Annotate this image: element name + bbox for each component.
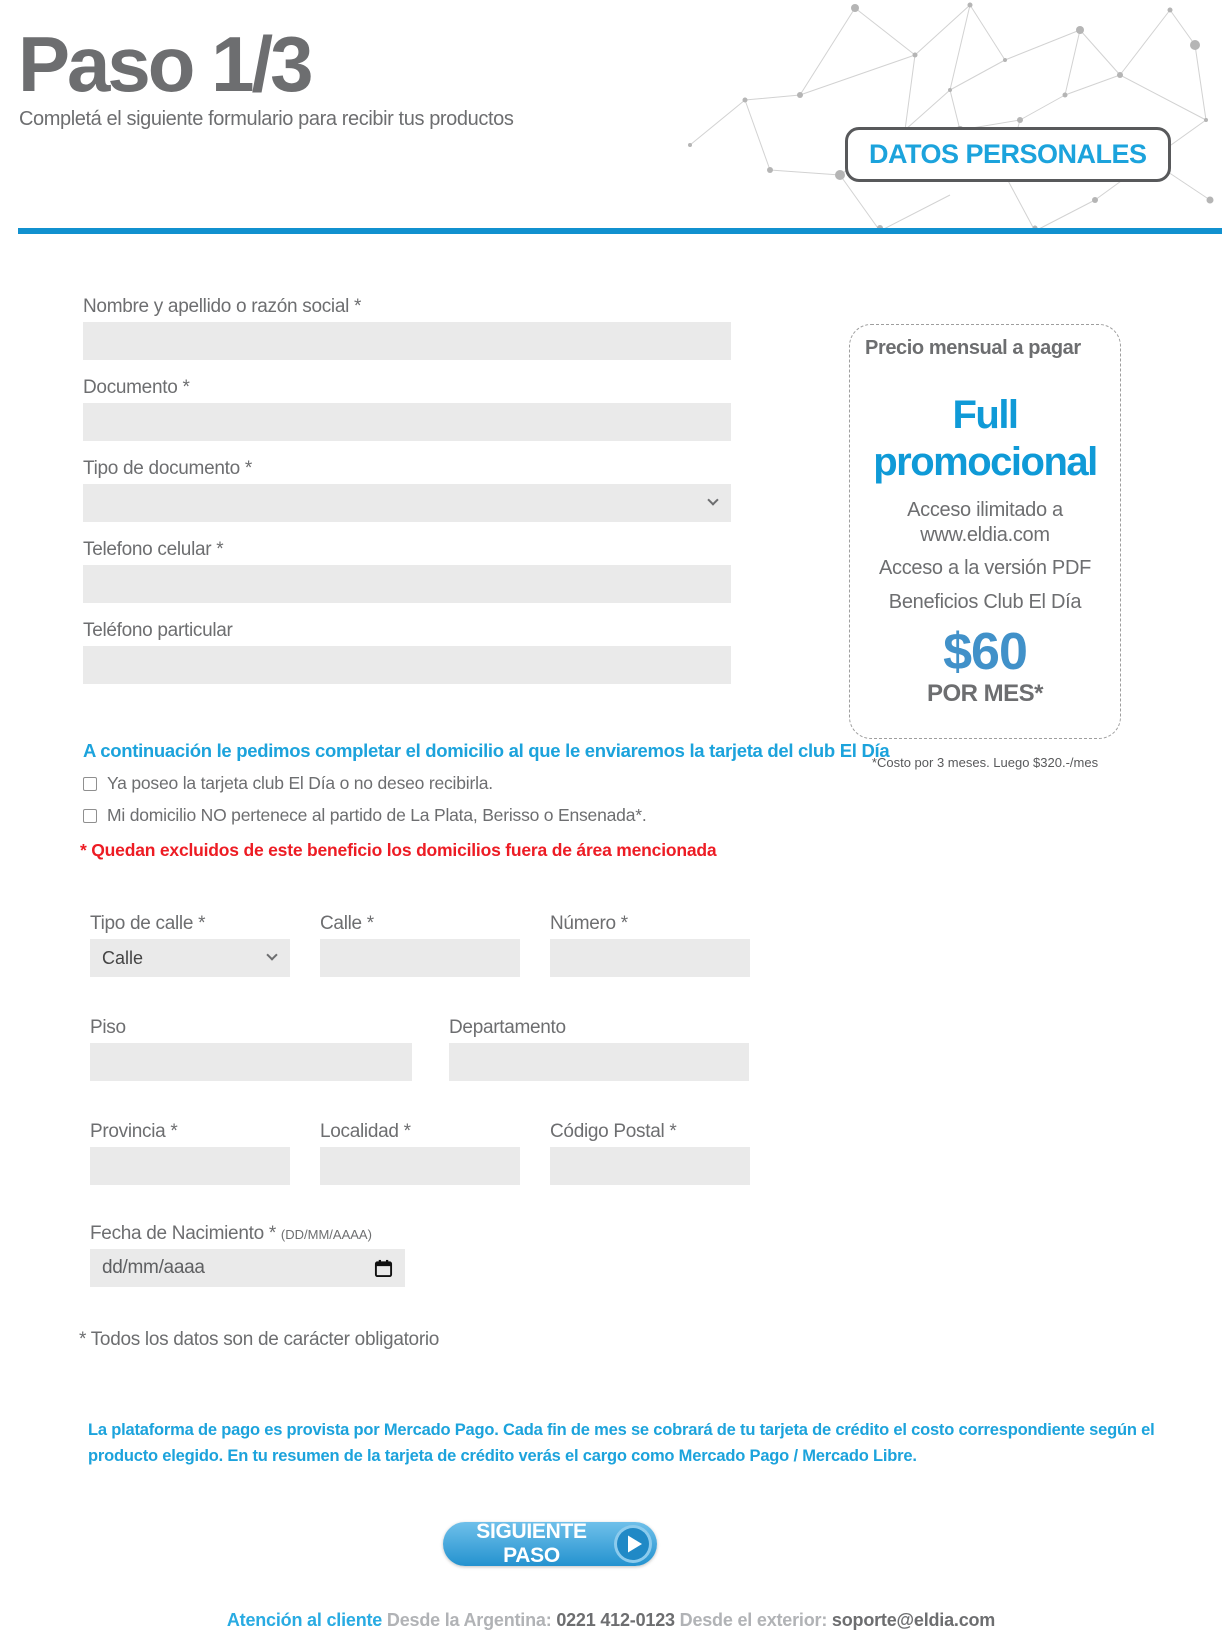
field-group-document-type xyxy=(83,458,748,522)
number-input[interactable] xyxy=(550,939,750,977)
field-group-street-type xyxy=(90,913,290,977)
plan-feature: Acceso ilimitado a www.eldia.com xyxy=(907,499,1063,546)
plan-name xyxy=(865,392,1105,486)
number-label: Número * xyxy=(550,913,628,934)
field-group-province xyxy=(90,1121,290,1185)
name-label: Nombre y apellido o razón social * xyxy=(83,296,362,317)
field-group-postal-code xyxy=(550,1121,750,1185)
plan-feature: Acceso a la versión PDF xyxy=(878,557,1092,580)
document-input[interactable] xyxy=(83,403,731,441)
outside-area-checkbox[interactable] xyxy=(83,809,97,823)
home-phone-input[interactable] xyxy=(83,646,731,684)
footer-support-label: Atención al cliente xyxy=(226,1609,383,1630)
cell-phone-label: Telefono celular * xyxy=(83,539,224,560)
field-group-number xyxy=(550,913,750,977)
outside-area-label: Mi domicilio NO pertenece al partido de La Plata, Berisso o Ensenada*. xyxy=(107,805,647,825)
footer-argentina-label: Desde la Argentina: xyxy=(386,1609,552,1630)
field-group-document xyxy=(83,377,748,441)
plan-name-line1: Full xyxy=(952,393,1018,437)
payment-note: La plataforma de pago es provista por Mercado Pago. Cada fin de mes se cobrará de tu tarjeta de crédito el costo correspondiente según el producto elegido. En tu resumen de la tarjeta de crédito verás el cargo como Mercado Pago / Mercado Libre. xyxy=(88,1421,1155,1466)
footer-exterior-label: Desde el exterior: xyxy=(679,1609,828,1630)
play-icon xyxy=(613,1524,653,1564)
chevron-down-icon xyxy=(266,949,277,960)
street-type-value: Calle xyxy=(102,947,144,968)
address-row-floor xyxy=(90,1017,748,1081)
postal-code-label: Código Postal * xyxy=(550,1121,677,1142)
birth-date-label-text: Fecha de Nacimiento * xyxy=(90,1223,276,1244)
street-type-select[interactable] xyxy=(90,939,290,977)
header xyxy=(0,0,1222,234)
locality-input[interactable] xyxy=(320,1147,520,1185)
main-content xyxy=(0,234,1222,1351)
checkbox-row-has-card xyxy=(83,773,748,794)
street-type-label: Tipo de calle * xyxy=(90,913,206,934)
price-footnote: *Costo por 3 meses. Luego $320.-/mes xyxy=(871,754,1099,770)
exclusion-note: * Quedan excluidos de este beneficio los domicilios fuera de área mencionada xyxy=(80,840,717,860)
field-group-home-phone xyxy=(83,620,748,684)
birth-date-placeholder: dd/mm/aaaa xyxy=(102,1257,205,1278)
page-subtitle: Completá el siguiente formulario para recibir tus productos xyxy=(19,107,514,130)
name-input[interactable] xyxy=(83,322,731,360)
document-type-label: Tipo de documento * xyxy=(83,458,252,479)
province-input[interactable] xyxy=(90,1147,290,1185)
footer-email: soporte@eldia.com xyxy=(831,1609,996,1630)
street-input[interactable] xyxy=(320,939,520,977)
street-label: Calle * xyxy=(320,913,374,934)
chevron-down-icon xyxy=(707,494,718,505)
form-column xyxy=(79,234,890,1351)
locality-label: Localidad * xyxy=(320,1121,411,1142)
apartment-label: Departamento xyxy=(449,1017,566,1038)
price-panel-title: Precio mensual a pagar xyxy=(865,337,1081,359)
floor-label: Piso xyxy=(90,1017,126,1038)
field-group-floor xyxy=(90,1017,412,1081)
document-label: Documento * xyxy=(83,377,190,398)
field-group-birth-date xyxy=(90,1223,748,1287)
home-phone-label: Teléfono particular xyxy=(83,620,233,641)
price-panel xyxy=(849,324,1121,739)
floor-input[interactable] xyxy=(90,1043,412,1081)
datos-personales-badge: DATOS PERSONALES xyxy=(845,127,1171,182)
price-column xyxy=(849,234,1121,770)
plan-period: POR MES* xyxy=(926,679,1044,707)
next-step-button-label: SIGUIENTE PASO xyxy=(476,1519,587,1567)
footer xyxy=(0,1610,1222,1631)
plan-name-line2: promocional xyxy=(873,440,1097,485)
field-group-apartment xyxy=(449,1017,749,1081)
has-card-label: Ya poseo la tarjeta club El Día o no deseo recibirla. xyxy=(107,773,493,793)
footer-phone: 0221 412-0123 xyxy=(556,1609,675,1630)
page-title: Paso 1/3 xyxy=(18,20,311,108)
has-card-checkbox[interactable] xyxy=(83,777,97,791)
plan-price: $60 xyxy=(943,622,1027,681)
document-type-select[interactable] xyxy=(83,484,731,522)
plan-features xyxy=(865,498,1105,614)
next-step-button[interactable] xyxy=(443,1519,657,1567)
calendar-icon[interactable] xyxy=(374,1259,393,1278)
postal-code-input[interactable] xyxy=(550,1147,750,1185)
checkbox-row-outside-area xyxy=(83,805,748,826)
address-section-heading: A continuación le pedimos completar el domicilio al que le enviaremos la tarjeta del club El Día xyxy=(83,740,890,761)
plan-feature: Beneficios Club El Día xyxy=(888,590,1082,613)
cell-phone-input[interactable] xyxy=(83,565,731,603)
apartment-input[interactable] xyxy=(449,1043,749,1081)
field-group-locality xyxy=(320,1121,520,1185)
header-divider xyxy=(18,228,1222,234)
address-row-street xyxy=(90,913,748,977)
required-note: * Todos los datos son de carácter obligatorio xyxy=(79,1329,440,1350)
birth-date-input[interactable] xyxy=(90,1249,405,1287)
province-label: Provincia * xyxy=(90,1121,178,1142)
address-row-province xyxy=(90,1121,748,1185)
birth-date-format-hint: (DD/MM/AAAA) xyxy=(280,1227,372,1242)
field-group-cell-phone xyxy=(83,539,748,603)
birth-date-label xyxy=(90,1223,748,1245)
field-group-street xyxy=(320,913,520,977)
field-group-name xyxy=(83,296,748,360)
